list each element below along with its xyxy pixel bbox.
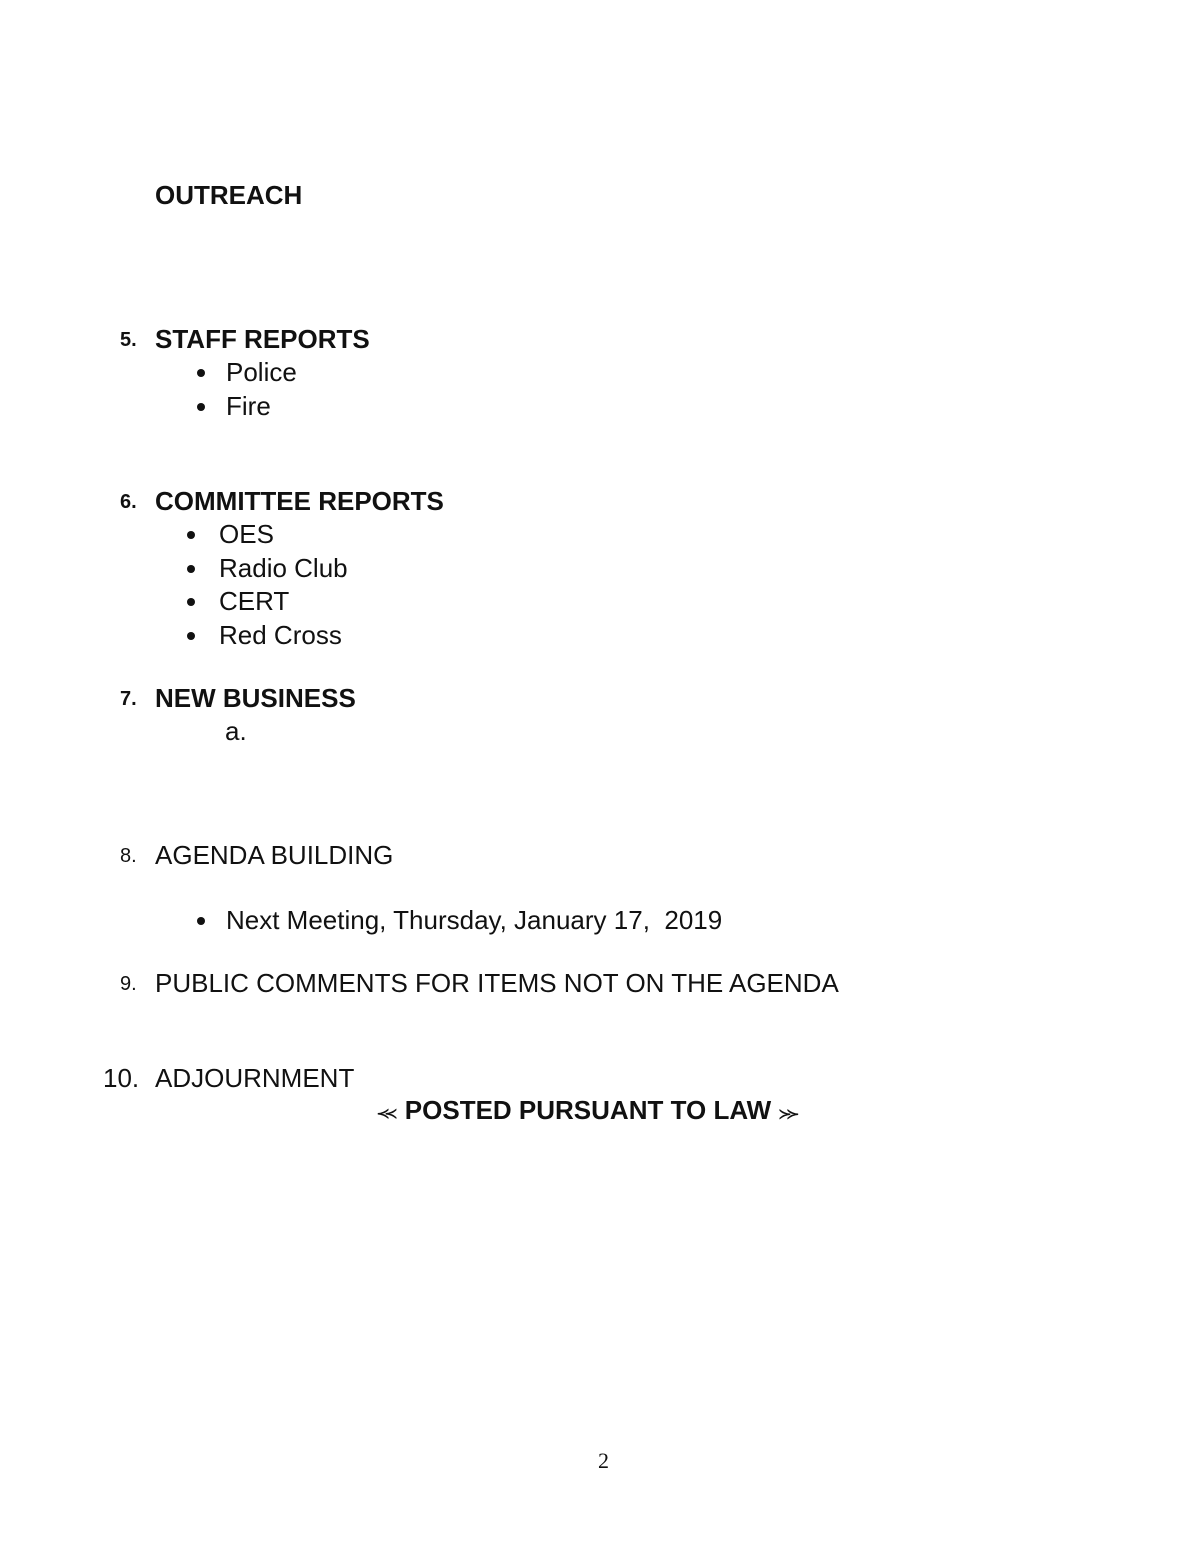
list-item: Radio Club — [219, 553, 348, 583]
section-heading: NEW BUSINESS — [155, 683, 356, 713]
bullet-icon — [197, 917, 205, 925]
bullet-icon — [187, 565, 195, 573]
section-heading: PUBLIC COMMENTS FOR ITEMS NOT ON THE AGENDA — [155, 968, 839, 998]
bullet-icon — [187, 531, 195, 539]
list-item: Red Cross — [219, 620, 342, 650]
section-number: 8. — [120, 845, 137, 867]
section-number: 7. — [120, 688, 137, 710]
sub-item: a. — [225, 716, 247, 746]
list-item: Police — [226, 357, 297, 387]
bullet-icon — [197, 369, 205, 377]
list-item: CERT — [219, 586, 290, 616]
section-heading: AGENDA BUILDING — [155, 840, 394, 870]
posted-notice-text: POSTED PURSUANT TO LAW — [404, 1095, 772, 1125]
list-item: Fire — [226, 391, 271, 421]
section-number: 10. — [103, 1063, 140, 1093]
section-number: 5. — [120, 329, 137, 351]
left-angle-icon: ⪻ — [376, 1099, 398, 1124]
outreach-heading: OUTREACH — [155, 180, 303, 210]
section-heading: STAFF REPORTS — [155, 324, 370, 354]
section-heading: ADJOURNMENT — [155, 1063, 355, 1093]
bullet-icon — [187, 632, 195, 640]
list-item: OES — [219, 519, 274, 549]
bullet-icon — [187, 598, 195, 606]
right-angle-icon: ⪼ — [778, 1099, 800, 1124]
list-item: Next Meeting, Thursday, January 17, 2019 — [226, 905, 723, 935]
section-number: 9. — [120, 973, 137, 995]
section-number: 6. — [120, 491, 137, 513]
section-heading: COMMITTEE REPORTS — [155, 486, 444, 516]
page-number: 2 — [598, 1448, 609, 1473]
posted-notice — [0, 1097, 1176, 1123]
bullet-icon — [197, 403, 205, 411]
